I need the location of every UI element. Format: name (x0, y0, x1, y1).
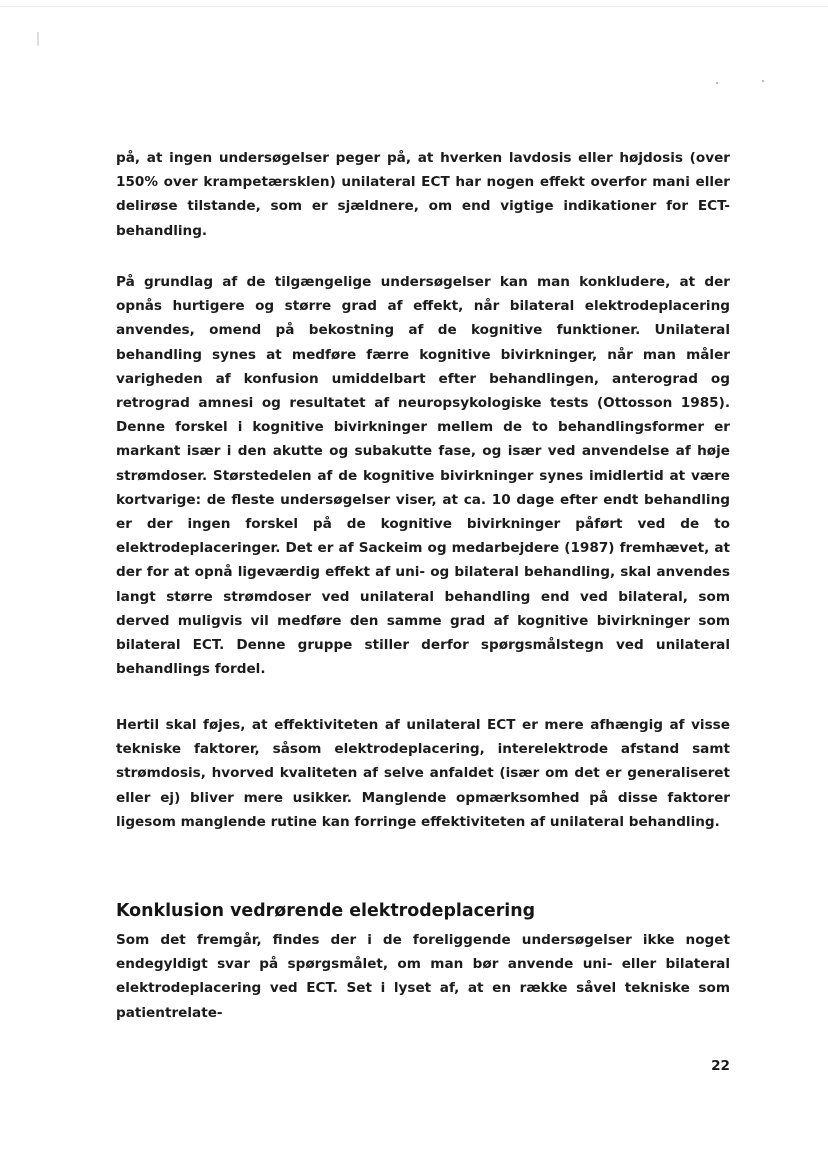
scan-mark (37, 32, 39, 46)
body-paragraph (116, 713, 730, 834)
paragraph-text: På grundlag af de tilgængelige undersøgelser kan man konkludere, at der opnås hurtigere og større grad af effekt, når bilateral elektrodeplacering anvendes, omend på bekostning af de kognitive funktioner. Unilateral behandling synes at medføre færre kognitive bivirkninger, når man måler varigheden af konfusion umiddelbart efter behandlingen, anterograd og retrograd amnesi og resultatet af neuropsykologiske tests (Ottosson 1985). Denne forskel i kognitive bivirkninger mellem de to behandlingsformer er markant især i den akutte og subakutte fase, og især ved anvendelse af høje strømdoser. Størstedelen af de kognitive bivirkninger synes imidlertid at være kortvarige: de fleste undersøgelser viser, at ca. 10 dage efter endt behandling er der ingen forskel på de kognitive bivirkninger påført ved de to elektrodeplaceringer. Det er af Sackeim og medarbejdere (1987) fremhævet, at der for at opnå ligeværdig effekt af uni- og bilateral behandling, skal anvendes langt større strømdoser ved unilateral behandling end ved bilateral, som derved muligvis vil medføre den samme grad af kognitive bivirkninger som bilateral ECT. Denne gruppe stiller derfor spørgsmålstegn ved unilateral behandlings fordel. (116, 274, 730, 678)
paragraph-text: Som det fremgår, findes der i de foreliggende undersøgelser ikke noget endegyldigt svar på spørgsmålet, om man bør anvende uni- eller bilateral elektrodeplacering ved ECT. Set i lyset af, at en række såvel tekniske som patientrelate- (116, 932, 730, 1021)
scan-speck (716, 82, 718, 84)
scan-speck (762, 80, 764, 82)
paragraph-text: Hertil skal føjes, at effektiviteten af unilateral ECT er mere afhængig af visse tekniske faktorer, såsom elektrodeplacering, interelektrode afstand samt strømdosis, hvorved kvaliteten af selve anfaldet (især om det er generaliseret eller ej) bliver mere usikker. Manglende opmærksomhed på disse faktorer ligesom manglende rutine kan forringe effektiviteten af unilateral behandling. (116, 717, 730, 830)
section-paragraph (116, 928, 730, 1025)
paragraph-text: på, at ingen undersøgelser peger på, at hverken lavdosis eller højdosis (over 150% over krampetærsklen) unilateral ECT har nogen effekt overfor mani eller delirøse tilstande, som er sjældnere, om end vigtige indikationer for ECT-behandling. (116, 150, 730, 239)
page-edge (0, 6, 828, 7)
page-number: 22 (711, 1058, 730, 1074)
body-paragraph (116, 146, 730, 243)
section-heading: Konklusion vedrørende elektrodeplacering (116, 901, 536, 921)
body-paragraph (116, 270, 730, 681)
